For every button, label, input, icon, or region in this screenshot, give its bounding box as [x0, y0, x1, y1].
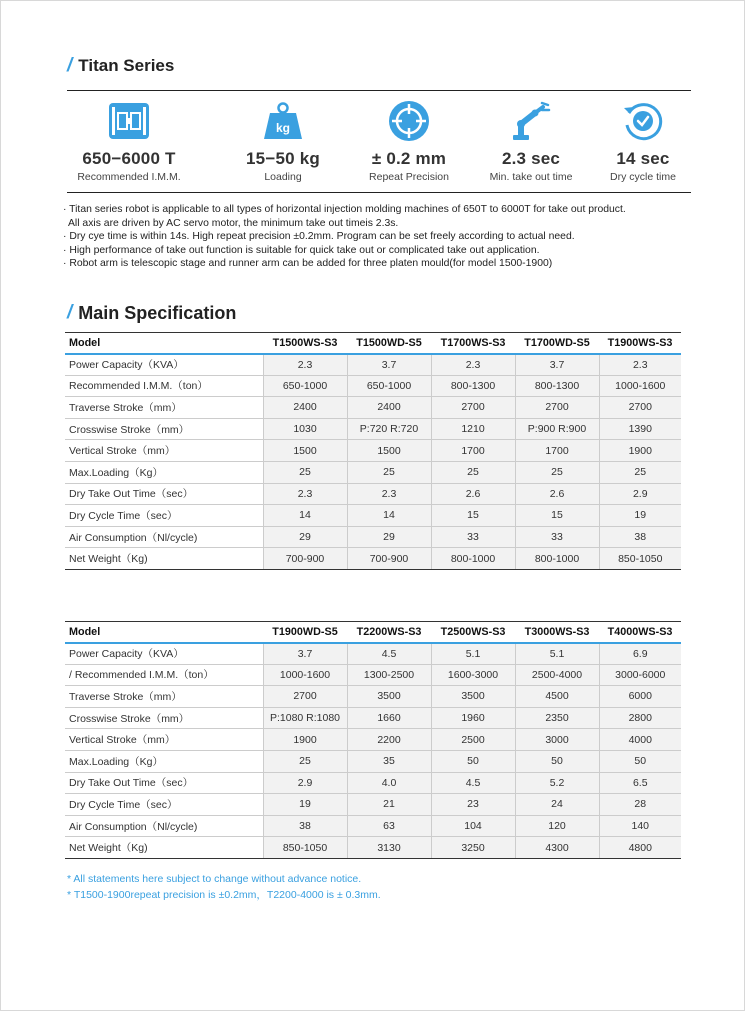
feature-takeout-caption: Min. take out time	[489, 171, 573, 183]
table-cell: 38	[599, 526, 681, 548]
feature-precision-caption: Repeat Precision	[369, 171, 449, 183]
table-row	[65, 354, 681, 376]
table-cell: 104	[431, 815, 515, 837]
row-label: Dry Take Out Time（sec）	[65, 772, 263, 794]
table-cell: 21	[347, 794, 431, 816]
table-cell: 33	[515, 526, 599, 548]
column-header-model: Model	[65, 333, 263, 354]
table-cell: 1210	[431, 418, 515, 440]
row-label: Vertical Stroke（mm）	[65, 729, 263, 751]
table-cell: 15	[515, 505, 599, 527]
row-label: Dry Cycle Time（sec）	[65, 794, 263, 816]
table-cell: 29	[347, 526, 431, 548]
feature-imm-caption: Recommended I.M.M.	[77, 171, 181, 183]
table-cell: 1000-1600	[263, 664, 347, 686]
table-cell: 2350	[515, 707, 599, 729]
table-cell: 25	[431, 461, 515, 483]
table-cell: 35	[347, 750, 431, 772]
table-cell: 33	[431, 526, 515, 548]
table-row	[65, 837, 681, 859]
table-cell: 5.2	[515, 772, 599, 794]
table-cell: 4.5	[347, 643, 431, 665]
table-cell: 25	[263, 461, 347, 483]
row-label: Traverse Stroke（mm）	[65, 397, 263, 419]
description-line: · Dry cye time is within 14s. High repeat precision ±0.2mm. Program can be set freely according to actual need.	[63, 231, 575, 243]
table-cell: 2200	[347, 729, 431, 751]
table-cell: 6000	[599, 686, 681, 708]
footnotes	[67, 871, 381, 903]
titan-series-heading	[67, 55, 174, 77]
table-cell: 3.7	[263, 643, 347, 665]
table-cell: 1600-3000	[431, 664, 515, 686]
column-header-model-name: T1500WD-S5	[347, 333, 431, 354]
row-label: Traverse Stroke（mm）	[65, 686, 263, 708]
table-cell: 1500	[347, 440, 431, 462]
table-cell: 1900	[263, 729, 347, 751]
row-label: Max.Loading（Kg）	[65, 750, 263, 772]
table-cell: 23	[431, 794, 515, 816]
row-label: Crosswise Stroke（mm）	[65, 418, 263, 440]
table-cell: 29	[263, 526, 347, 548]
table-cell: 2.3	[431, 354, 515, 376]
description-line: · Robot arm is telescopic stage and runner arm can be added for three platen mould(for model 1500-1900)	[63, 258, 553, 270]
table-cell: 4000	[599, 729, 681, 751]
table-cell: 4800	[599, 837, 681, 859]
table-cell: P:900 R:900	[515, 418, 599, 440]
table-cell: 15	[431, 505, 515, 527]
table-cell: P:1080 R:1080	[263, 707, 347, 729]
table-cell: 25	[599, 461, 681, 483]
description-line: · High performance of take out function is suitable for quick take out or complicated take out application.	[63, 244, 540, 256]
row-label: / Recommended I.M.M.（ton）	[65, 664, 263, 686]
feature-precision	[347, 99, 471, 183]
feature-drycycle-caption: Dry cycle time	[610, 171, 676, 183]
table-cell: 63	[347, 815, 431, 837]
table-row	[65, 794, 681, 816]
table-cell: 50	[431, 750, 515, 772]
table-cell: 650-1000	[263, 375, 347, 397]
crosshair-target-icon	[387, 99, 431, 143]
table-cell: 2700	[431, 397, 515, 419]
table-cell: 1900	[599, 440, 681, 462]
table-row	[65, 526, 681, 548]
table-cell: 800-1000	[515, 548, 599, 570]
column-header-model-name: T4000WS-S3	[599, 622, 681, 643]
main-spec-heading	[67, 302, 236, 324]
table-cell: 3.7	[347, 354, 431, 376]
cylinder-frame-icon	[107, 99, 151, 143]
table-cell: 24	[515, 794, 599, 816]
table-cell: 19	[599, 505, 681, 527]
feature-takeout	[469, 99, 593, 183]
table-cell: 1390	[599, 418, 681, 440]
table-cell: 2.9	[599, 483, 681, 505]
table-cell: 14	[263, 505, 347, 527]
table-cell: 3000	[515, 729, 599, 751]
feature-drycycle-value: 14 sec	[616, 149, 670, 168]
table-cell: 800-1000	[431, 548, 515, 570]
table-row	[65, 505, 681, 527]
table-cell: 700-900	[347, 548, 431, 570]
table-header-row	[65, 333, 681, 354]
table-cell: 2.6	[431, 483, 515, 505]
table-cell: 800-1300	[431, 375, 515, 397]
table-cell: P:720 R:720	[347, 418, 431, 440]
table-cell: 800-1300	[515, 375, 599, 397]
table-row	[65, 483, 681, 505]
row-label: Recommended I.M.M.（ton）	[65, 375, 263, 397]
table-cell: 38	[263, 815, 347, 837]
table-cell: 3.7	[515, 354, 599, 376]
table-cell: 3250	[431, 837, 515, 859]
feature-imm-value: 650−6000 T	[82, 149, 176, 168]
row-label: Dry Take Out Time（sec）	[65, 483, 263, 505]
table-cell: 2.3	[263, 483, 347, 505]
table-cell: 3000-6000	[599, 664, 681, 686]
footnote-line: * T1500-1900repeat precision is ±0.2mm，T2200-4000 is ± 0.3mm.	[67, 889, 381, 901]
table-cell: 2700	[515, 397, 599, 419]
column-header-model-name: T2200WS-S3	[347, 622, 431, 643]
table-cell: 50	[599, 750, 681, 772]
table-row	[65, 440, 681, 462]
table-cell: 650-1000	[347, 375, 431, 397]
description-line: All axis are driven by AC servo motor, the minimum take out timeis 2.3s.	[68, 217, 399, 229]
table-cell: 1500	[263, 440, 347, 462]
table-cell: 2700	[263, 686, 347, 708]
features-bottom-rule	[67, 192, 691, 193]
table-cell: 50	[515, 750, 599, 772]
spec-table-1	[65, 332, 681, 570]
table-cell: 6.9	[599, 643, 681, 665]
table-row	[65, 461, 681, 483]
table-cell: 2.3	[347, 483, 431, 505]
column-header-model-name: T1700WD-S5	[515, 333, 599, 354]
table-cell: 25	[263, 750, 347, 772]
spec-table-2	[65, 621, 681, 859]
table-cell: 2400	[263, 397, 347, 419]
row-label: Air Consumption（Nl/cycle)	[65, 526, 263, 548]
table-row	[65, 397, 681, 419]
table-cell: 2.3	[263, 354, 347, 376]
table-cell: 1700	[431, 440, 515, 462]
row-label: Net Weight（Kg)	[65, 837, 263, 859]
table-cell: 14	[347, 505, 431, 527]
description-line: · Titan series robot is applicable to all types of horizontal injection molding machines of 650T to 6000T for take out product.	[63, 204, 626, 215]
feature-precision-value: ± 0.2 mm	[371, 149, 447, 168]
table-cell: 850-1050	[599, 548, 681, 570]
table-cell: 5.1	[515, 643, 599, 665]
table-cell: 3130	[347, 837, 431, 859]
column-header-model: Model	[65, 622, 263, 643]
feature-imm	[67, 99, 191, 183]
table-cell: 2800	[599, 707, 681, 729]
row-label: Net Weight（Kg)	[65, 548, 263, 570]
table-cell: 25	[347, 461, 431, 483]
table-cell: 1700	[515, 440, 599, 462]
row-label: Vertical Stroke（mm）	[65, 440, 263, 462]
table-row	[65, 729, 681, 751]
column-header-model-name: T1900WS-S3	[599, 333, 681, 354]
row-label: Dry Cycle Time（sec）	[65, 505, 263, 527]
table-cell: 2500	[431, 729, 515, 751]
table-header-row	[65, 622, 681, 643]
top-rule	[67, 90, 691, 91]
table-row	[65, 815, 681, 837]
table-cell: 1000-1600	[599, 375, 681, 397]
table-row	[65, 750, 681, 772]
table-cell: 4500	[515, 686, 599, 708]
feature-takeout-value: 2.3 sec	[501, 149, 561, 168]
heading-slash-icon: /	[67, 302, 73, 323]
table-row	[65, 548, 681, 570]
table-cell: 2500-4000	[515, 664, 599, 686]
table-row	[65, 686, 681, 708]
column-header-model-name: T1700WS-S3	[431, 333, 515, 354]
table-cell: 19	[263, 794, 347, 816]
kg-weight-icon	[261, 99, 305, 143]
table-cell: 2.9	[263, 772, 347, 794]
table-cell: 1960	[431, 707, 515, 729]
column-header-model-name: T1900WD-S5	[263, 622, 347, 643]
table-row	[65, 375, 681, 397]
feature-loading-caption: Loading	[264, 171, 302, 183]
row-label: Air Consumption（Nl/cycle)	[65, 815, 263, 837]
table-cell: 28	[599, 794, 681, 816]
row-label: Max.Loading（Kg）	[65, 461, 263, 483]
table-cell: 2.6	[515, 483, 599, 505]
table-cell: 4.0	[347, 772, 431, 794]
footnote-line: * All statements here subject to change without advance notice.	[67, 873, 362, 885]
table-cell: 120	[515, 815, 599, 837]
column-header-model-name: T1500WS-S3	[263, 333, 347, 354]
row-label: Crosswise Stroke（mm）	[65, 707, 263, 729]
table-cell: 3500	[431, 686, 515, 708]
table-cell: 1660	[347, 707, 431, 729]
feature-drycycle	[581, 99, 705, 183]
titan-series-title: Titan Series	[78, 56, 175, 75]
table-row	[65, 707, 681, 729]
row-label: Power Capacity（KVA）	[65, 643, 263, 665]
cycle-clock-icon	[621, 99, 665, 143]
table-row	[65, 643, 681, 665]
titan-description	[63, 203, 703, 271]
table-cell: 1300-2500	[347, 664, 431, 686]
feature-loading-value: 15−50 kg	[246, 149, 320, 168]
column-header-model-name: T3000WS-S3	[515, 622, 599, 643]
table-cell: 2.3	[599, 354, 681, 376]
table-cell: 4300	[515, 837, 599, 859]
table-row	[65, 418, 681, 440]
heading-slash-icon: /	[67, 55, 73, 76]
table-row	[65, 772, 681, 794]
robot-arm-icon	[509, 99, 553, 143]
table-cell: 4.5	[431, 772, 515, 794]
table-cell: 700-900	[263, 548, 347, 570]
table-cell: 850-1050	[263, 837, 347, 859]
feature-loading	[221, 99, 345, 183]
column-header-model-name: T2500WS-S3	[431, 622, 515, 643]
table-cell: 2400	[347, 397, 431, 419]
table-cell: 140	[599, 815, 681, 837]
table-row	[65, 664, 681, 686]
table-cell: 3500	[347, 686, 431, 708]
table-cell: 2700	[599, 397, 681, 419]
table-cell: 5.1	[431, 643, 515, 665]
row-label: Power Capacity（KVA）	[65, 354, 263, 376]
feature-row	[67, 99, 691, 191]
table-cell: 1030	[263, 418, 347, 440]
main-spec-title: Main Specification	[78, 302, 237, 323]
table-cell: 25	[515, 461, 599, 483]
table-cell: 6.5	[599, 772, 681, 794]
svg-text:kg: kg	[275, 121, 291, 135]
